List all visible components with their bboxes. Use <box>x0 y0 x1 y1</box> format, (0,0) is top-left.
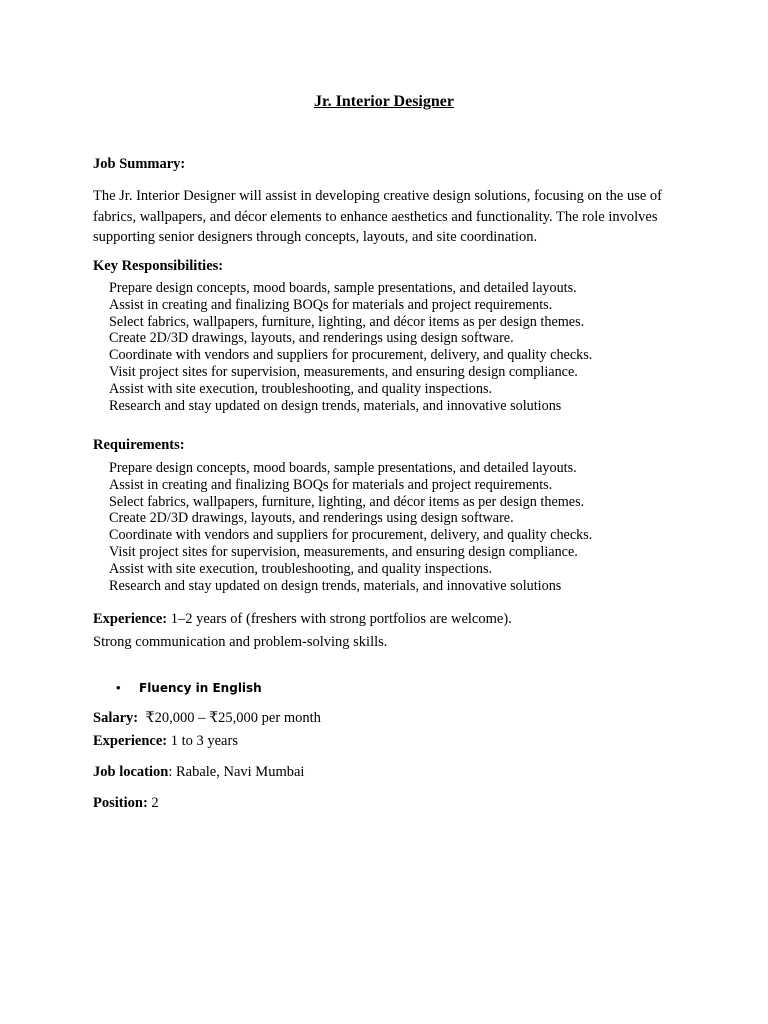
bullet-text: Fluency in English <box>139 681 262 695</box>
list-item: Visit project sites for supervision, measurements, and ensuring design compliance. <box>109 543 578 560</box>
list-item: Select fabrics, wallpapers, furniture, lighting, and décor items as per design themes. <box>109 493 585 510</box>
requirements-heading: Requirements: <box>93 437 185 453</box>
list-item: Prepare design concepts, mood boards, sample presentations, and detailed layouts. <box>109 280 577 296</box>
salary-value: ₹20,000 – ₹25,000 per month <box>138 710 321 726</box>
responsibilities-list <box>109 280 592 414</box>
bullet-icon: • <box>116 680 121 695</box>
list-item: Assist with site execution, troubleshooting, and quality inspections. <box>109 560 493 577</box>
experience-line <box>93 733 238 750</box>
responsibilities-heading: Key Responsibilities: <box>93 258 224 274</box>
list-item: Assist in creating and finalizing BOQs for materials and project requirements. <box>109 296 553 313</box>
position-label: Position: <box>93 795 148 811</box>
position-line <box>93 795 159 812</box>
list-item: Prepare design concepts, mood boards, sample presentations, and detailed layouts. <box>109 460 577 476</box>
job-summary-text: The Jr. Interior Designer will assist in developing creative design solutions, focusing on the use of fabrics, wallpapers, and décor elements to enhance aesthetics and functionality. The role involves supporting senior designers through concepts, layouts, and site coordination. <box>93 188 663 245</box>
salary-line <box>93 710 321 727</box>
list-item: Coordinate with vendors and suppliers for procurement, delivery, and quality checks. <box>109 347 593 364</box>
requirements-list <box>109 460 592 594</box>
position-value: 2 <box>147 795 159 811</box>
location-value: : Rabale, Navi Mumbai <box>168 764 305 780</box>
job-summary-heading: Job Summary: <box>93 156 186 172</box>
list-item: Select fabrics, wallpapers, furniture, lighting, and décor items as per design themes. <box>109 313 585 330</box>
list-item: Research and stay updated on design trends, materials, and innovative solutions <box>109 397 562 414</box>
list-item: Visit project sites for supervision, measurements, and ensuring design compliance. <box>109 363 578 380</box>
list-item: Research and stay updated on design trends, materials, and innovative solutions <box>109 577 562 594</box>
list-item: Assist with site execution, troubleshooting, and quality inspections. <box>109 380 493 397</box>
page-title: Jr. Interior Designer <box>314 93 454 110</box>
experience-note <box>93 611 512 628</box>
bullet-item <box>116 680 262 696</box>
experience-note-label: Experience: <box>93 611 168 627</box>
salary-label: Salary: <box>93 710 139 726</box>
experience-note-value: 1–2 years of (freshers with strong portfolios are welcome). <box>167 611 512 627</box>
list-item: Create 2D/3D drawings, layouts, and renderings using design software. <box>109 510 514 527</box>
list-item: Coordinate with vendors and suppliers for procurement, delivery, and quality checks. <box>109 527 593 544</box>
experience-label: Experience: <box>93 733 168 749</box>
location-label: Job location <box>93 764 169 780</box>
location-line <box>93 764 304 781</box>
list-item: Create 2D/3D drawings, layouts, and renderings using design software. <box>109 330 514 347</box>
skills-note: Strong communication and problem-solving skills. <box>93 634 388 650</box>
experience-value: 1 to 3 years <box>167 733 238 749</box>
list-item: Assist in creating and finalizing BOQs for materials and project requirements. <box>109 476 553 493</box>
